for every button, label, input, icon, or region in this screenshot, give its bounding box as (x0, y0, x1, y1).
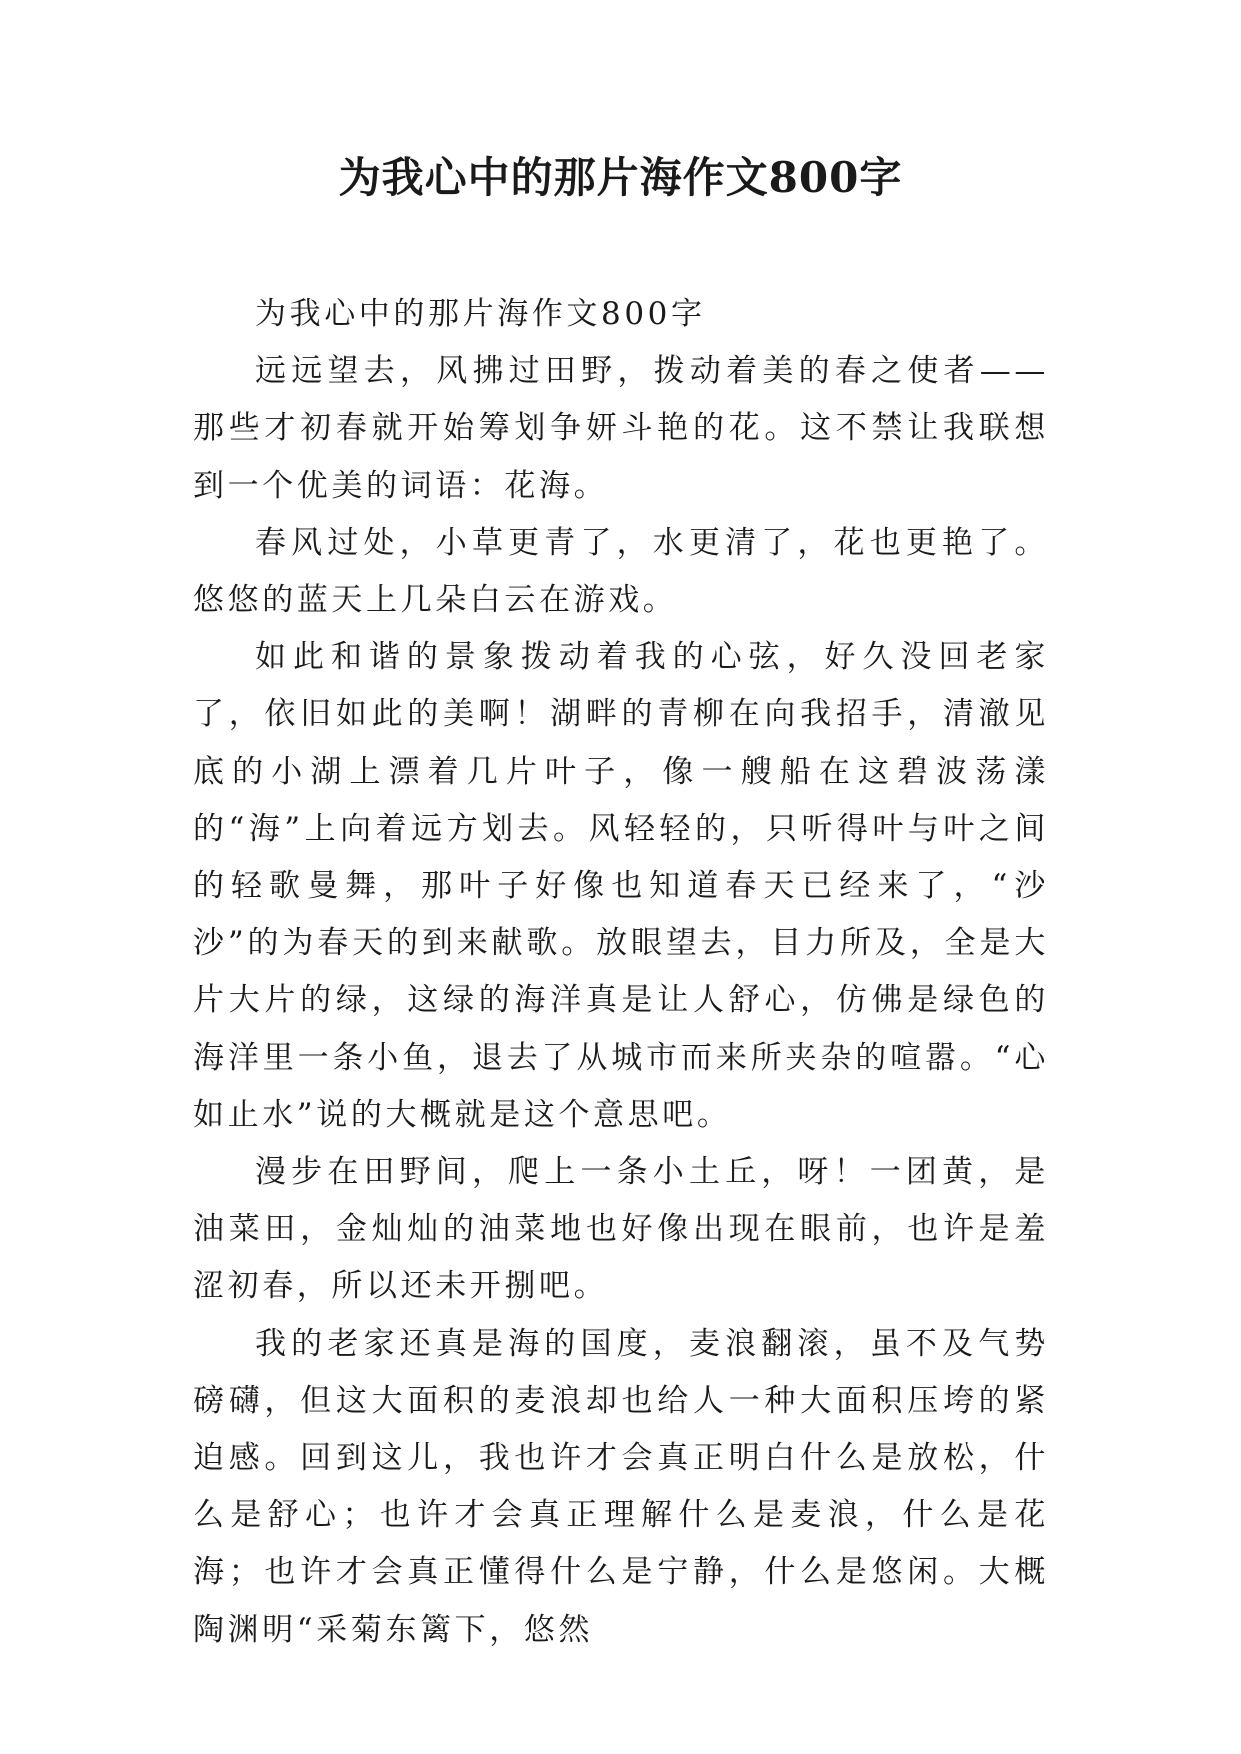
paragraph: 春风过处，小草更青了，水更清了，花也更艳了。悠悠的蓝天上几朵白云在游戏。 (193, 524, 1049, 619)
paragraph: 远远望去，风拂过田野，拨动着美的春之使者——那些才初春就开始筹划争妍斗艳的花。这不禁让我联想到一个优美的词语：花海。 (193, 353, 1049, 504)
paragraph: 漫步在田野间，爬上一条小土丘，呀！一团黄，是油菜田，金灿灿的油菜地也好像出现在眼前，也许是羞涩初春，所以还未开捌吧。 (193, 1154, 1049, 1305)
document-body (193, 286, 1049, 1659)
document-title: 为我心中的那片海作文800字 (338, 153, 903, 202)
paragraph: 如此和谐的景象拨动着我的心弦，好久没回老家了，依旧如此的美啊！湖畔的青柳在向我招手，清澈见底的小湖上漂着几片叶子，像一艘船在这碧波荡漾的“海”上向着远方划去。风轻轻的，只听得叶与叶之间的轻歌曼舞，那叶子好像也知道春天已经来了，“沙沙”的为春天的到来献歌。放眼望去，目力所及，全是大片大片的绿，这绿的海洋真是让人舒心，仿佛是绿色的海洋里一条小鱼，退去了从城市而来所夹杂的喧嚣。“心如止水”说的大概就是这个意思吧。 (193, 639, 1049, 1133)
paragraph: 我的老家还真是海的国度，麦浪翻滚，虽不及气势磅礴，但这大面积的麦浪却也给人一种大面积压垮的紧迫感。回到这儿，我也许才会真正明白什么是放松，什么是舒心；也许才会真正理解什么是麦浪，什么是花海；也许才会真正懂得什么是宁静，什么是悠闲。大概陶渊明“采菊东篱下，悠然 (193, 1325, 1049, 1648)
paragraph: 为我心中的那片海作文800字 (255, 296, 706, 332)
